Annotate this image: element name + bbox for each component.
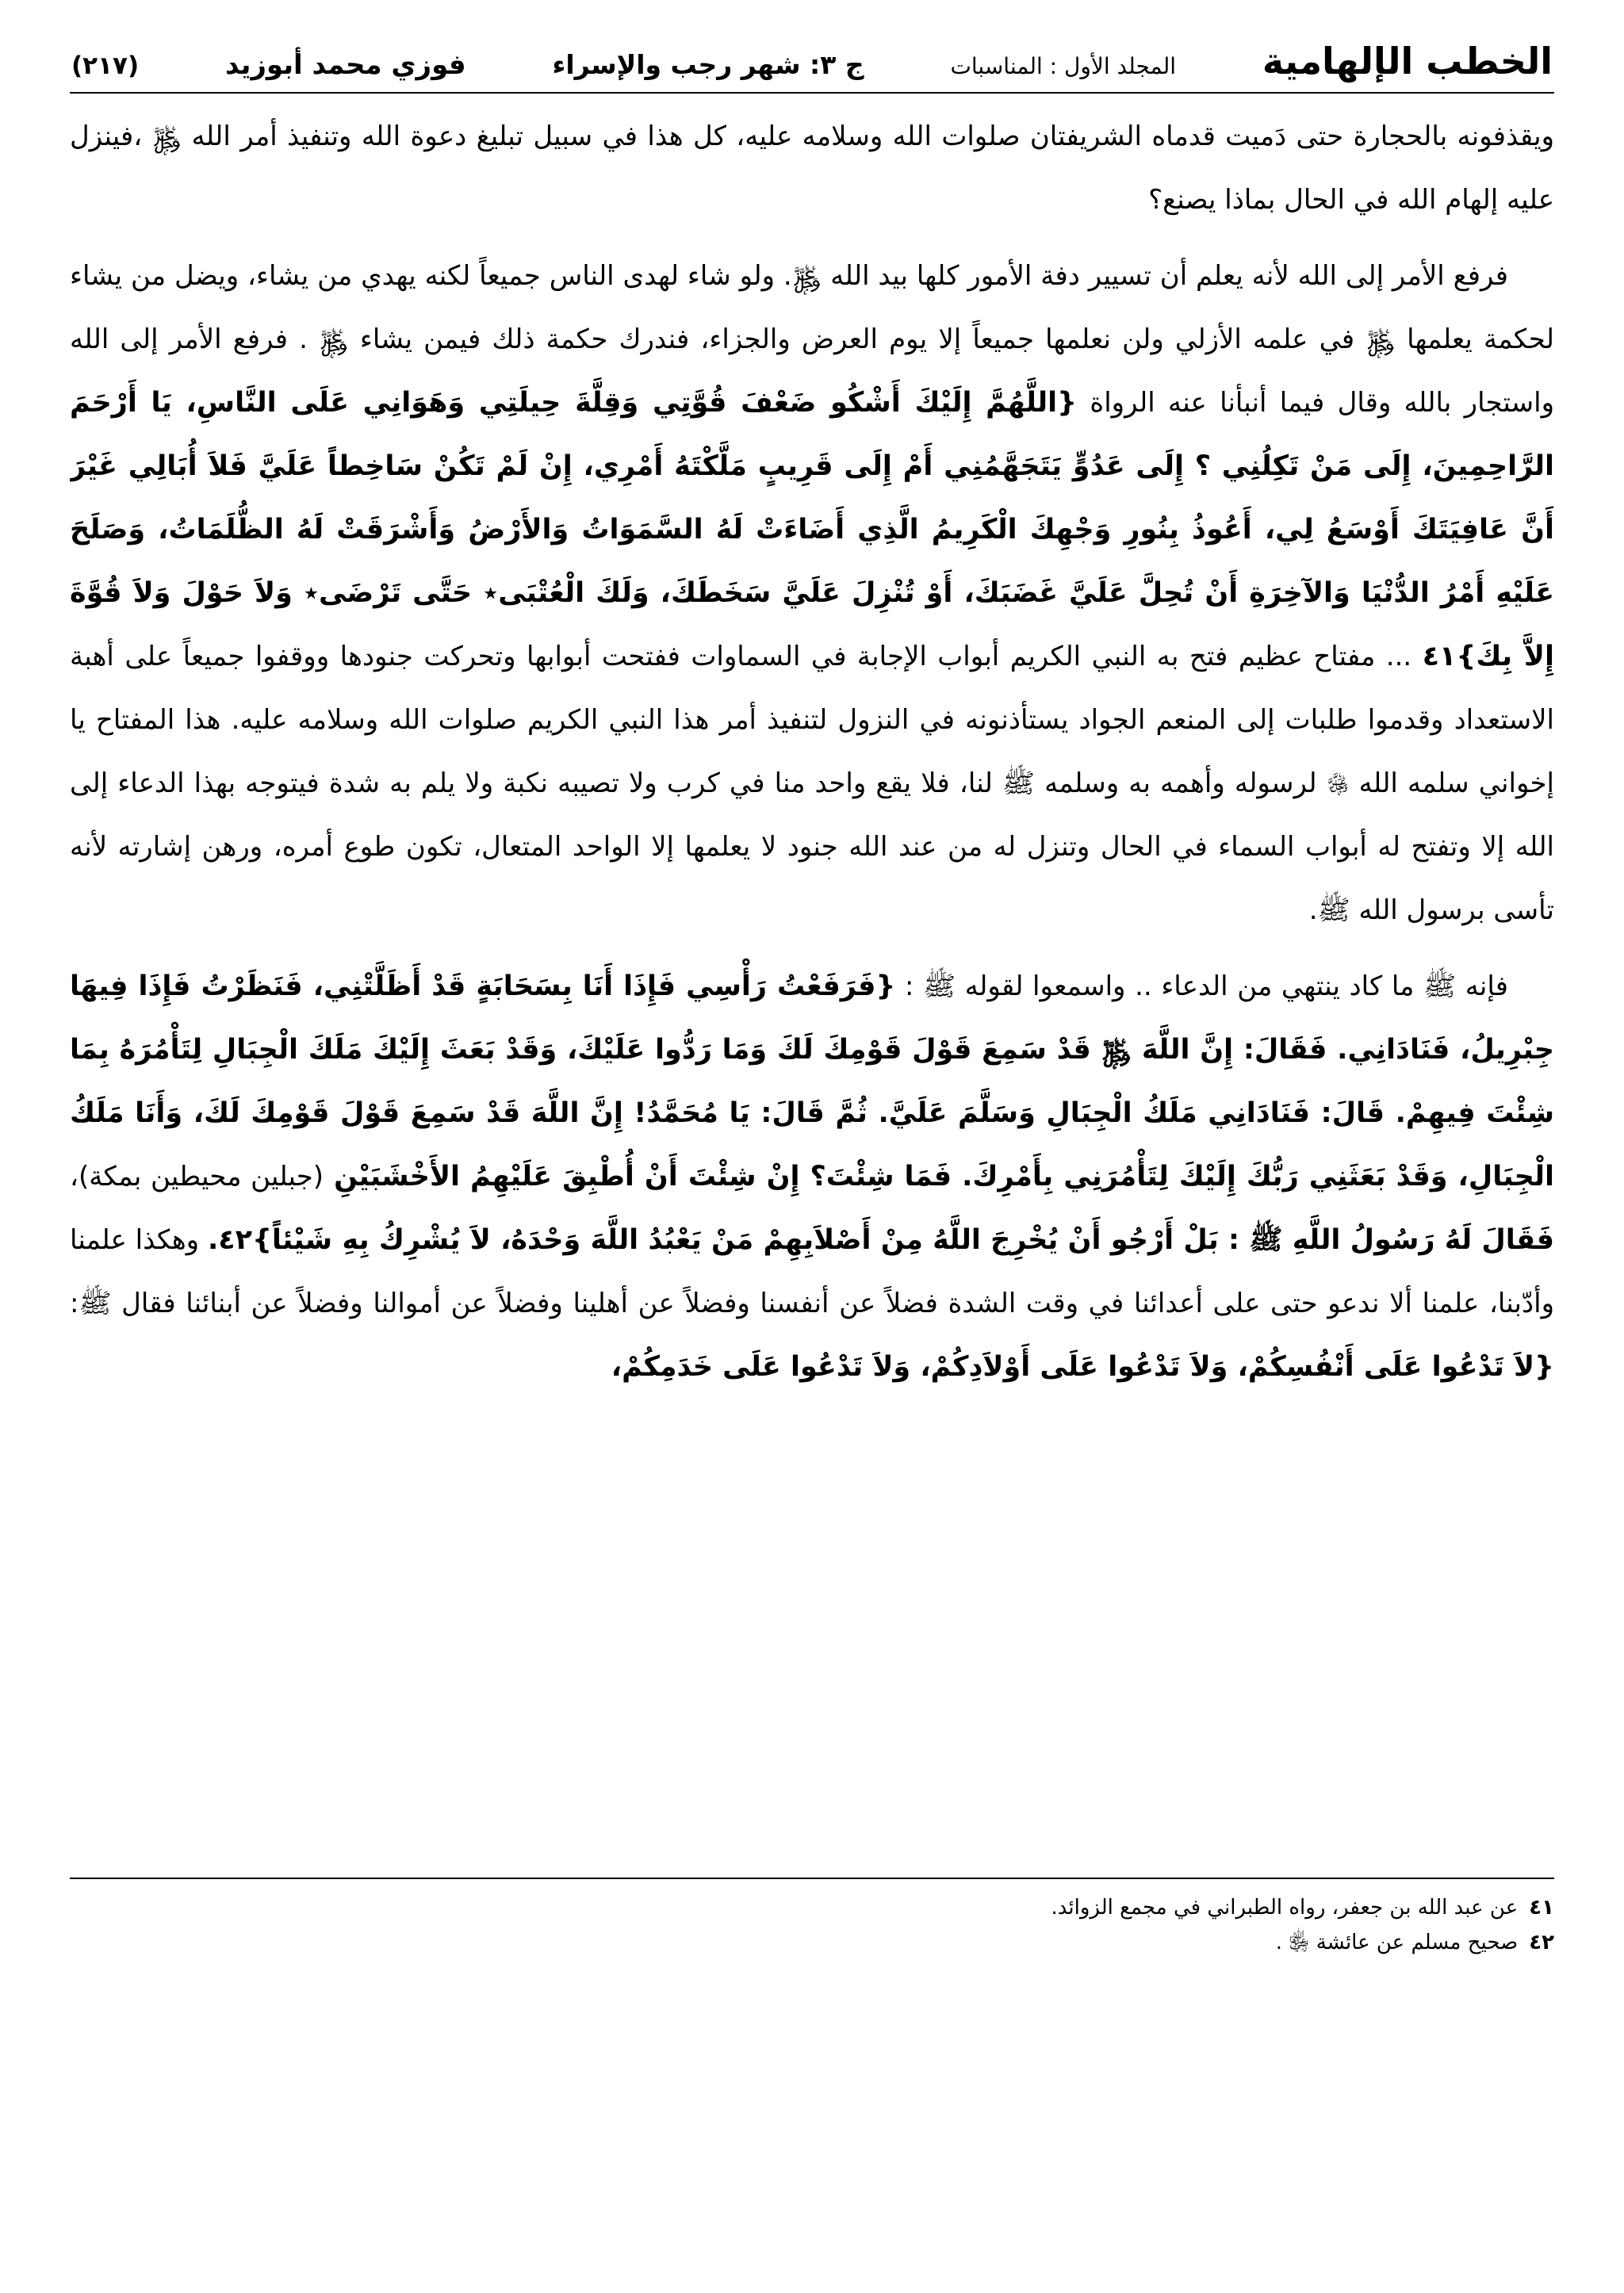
- footnote-text: صحيح مسلم عن عائشة ﵂ .: [1275, 1931, 1519, 1954]
- part-label: ج ٣: شهر رجب والإسراء: [552, 49, 864, 80]
- footer-area: [70, 1878, 1554, 1960]
- page-number: (٢١٧): [71, 52, 140, 80]
- paragraph: [70, 244, 1554, 942]
- footnote-number: ٤٢: [1529, 1931, 1554, 1954]
- header-divider: [70, 92, 1554, 94]
- footnote-number: ٤١: [1529, 1896, 1554, 1920]
- body-run: ويقذفونه بالحجارة حتى دَميت قدماه الشريفتان صلوات الله وسلامه عليه، كل هذا في سبيل تبليغ دعوة الله وتنفيذ أمر الله ﷿ ،فينزل عليه إلهام الله في الحال بماذا يصنع؟: [70, 121, 1554, 216]
- footnote-item: [70, 1925, 1554, 1960]
- quoted-hadith-text: {فَرَفَعْتُ رَأْسِي فَإِذَا أَنَا بِسَحَابَةٍ قَدْ أَظَلَّتْنِي، فَنَظَرْتُ فَإِذَا فِيهَا جِبْرِيلُ، فَنَادَانِي. فَقَالَ: إِنَّ اللَّهَ ﷿ قَدْ سَمِعَ قَوْلَ قَوْمِكَ لَكَ وَمَا رَدُّوا عَلَيْكَ، وَقَدْ بَعَثَ إِلَيْكَ مَلَكَ الْجِبَالِ لِتَأْمُرَهُ بِمَا شِئْتَ فِيهِمْ. قَالَ: فَنَادَانِي مَلَكُ الْجِبَالِ وَسَلَّمَ عَلَيَّ. ثُمَّ قَالَ: يَا مُحَمَّدُ! إِنَّ اللَّهَ قَدْ سَمِعَ قَوْلَ قَوْمِكَ لَكَ، وَأَنَا مَلَكُ الْجِبَالِ، وَقَدْ بَعَثَنِي رَبُّكَ إِلَيْكَ لِتَأْمُرَنِي بِأَمْرِكَ. فَمَا شِئْتَ؟ إِنْ شِئْتَ أَنْ أُطْبِقَ عَلَيْهِمُ الأَخْشَبَيْنِ: [70, 970, 1554, 1192]
- body-run: وهكذا علمنا وأدّبنا، علمنا ألا ندعو حتى على أعدائنا في وقت الشدة فضلاً عن أنفسنا وفضلاً عن أهلينا وفضلاً عن أموالنا وفضلاً عن أبنائنا فقال ﷺ:: [70, 1224, 1554, 1319]
- paragraph: [70, 105, 1554, 232]
- quoted-hadith-text: {اللَّهُمَّ إِلَيْكَ أَشْكُو ضَعْفَ قُوَّتِي وَقِلَّةَ حِيلَتِي وَهَوَانِي عَلَى النَّاسِ، يَا أَرْحَمَ الرَّاحِمِينَ، إِلَى مَنْ تَكِلُنِي ؟ إِلَى عَدُوٍّ يَتَجَهَّمُنِي أَمْ إِلَى قَرِيبٍ مَلَّكْتَهُ أَمْرِي، إِنْ لَمْ تَكُنْ سَاخِطاً عَلَيَّ فَلاَ أُبَالِي غَيْرَ أَنَّ عَافِيَتَكَ أَوْسَعُ لِي، أَعُوذُ بِنُورِ وَجْهِكَ الْكَرِيمُ الَّذِي أَضَاءَتْ لَهُ السَّمَوَاتُ وَالأَرْضُ وَأَشْرَقَتْ لَهُ الظُّلَمَاتُ، وَصَلَحَ عَلَيْهِ أَمْرُ الدُّنْيَا وَالآخِرَةِ أَنْ تُحِلَّ عَلَيَّ غَضَبَكَ، أَوْ تُنْزِلَ عَلَيَّ سَخَطَكَ، وَلَكَ الْعُتْبَى٭ حَتَّى تَرْضَى٭ وَلاَ حَوْلَ وَلاَ قُوَّةَ إِلاَّ بِكَ}٤١: [70, 387, 1554, 672]
- book-title: الخطب الإلهامية: [1262, 40, 1553, 82]
- footnote-text: عن عبد الله بن جعفر، رواه الطبراني في مجمع الزوائد.: [1051, 1896, 1519, 1920]
- page-header: [0, 0, 1624, 82]
- footnote-item: [70, 1890, 1554, 1925]
- body-text: [70, 105, 1554, 1853]
- volume-label: المجلد الأول : المناسبات: [950, 53, 1177, 79]
- footnote-divider: [70, 1878, 1554, 1879]
- body-run: فرفع الأمر إلى الله لأنه يعلم أن تسيير دفة الأمور كلها بيد الله ﷿. ولو شاء لهدى الناس جميعاً لكنه يهدي من يشاء، ويضل من يشاء لحكمة يعلمها ﷿ في علمه الأزلي ولن نعلمها جميعاً إلا يوم العرض والجزاء، فندرك حكمة ذلك فيمن يشاء ﷿ . فرفع الأمر إلى الله واستجار بالله وقال فيما أنبأنا عنه الرواة: [70, 260, 1554, 419]
- paragraph: [70, 955, 1554, 1399]
- quoted-hadith-text: فَقَالَ لَهُ رَسُولُ اللَّهِ ﷺ : بَلْ أَرْجُو أَنْ يُخْرِجَ اللَّهُ مِنْ أَصْلاَبِهِمْ مَنْ يَعْبُدُ اللَّهَ وَحْدَهُ، لاَ يُشْرِكُ بِهِ شَيْئاً}٤٢.: [207, 1224, 1554, 1256]
- quoted-hadith-text: {لاَ تَدْعُوا عَلَى أَنْفُسِكُمْ، وَلاَ تَدْعُوا عَلَى أَوْلاَدِكُمْ، وَلاَ تَدْعُوا عَلَى خَدَمِكُمْ،: [611, 1351, 1554, 1383]
- author-name: فوزي محمد أبوزيد: [224, 49, 466, 81]
- body-run: (جبلين محيطين بمكة)،: [70, 1161, 324, 1192]
- body-run: ... مفتاح عظيم فتح به النبي الكريم أبواب الإجابة في السماوات ففتحت أبوابها وتحركت جنودها ووقفوا جميعاً على أهبة الاستعداد وقدموا طلبات إلى المنعم الجواد يستأذنونه في النزول لتنفيذ أمر هذا النبي الكريم صلوات الله وسلامه عليه. هذا المفتاح يا إخواني سلمه الله ﷿ لرسوله وأهمه به وسلمه ﷺ لنا، فلا يقع واحد منا في كرب ولا تصيبه نكبة ولا يلم به شدة فيتوجه بهذا الدعاء إلى الله إلا وتفتح له أبواب السماء في الحال وتنزل له من عند الله جنود لا يعلمها إلا الواحد المتعال، تكون طوع أمره، ورهن إشارته لأنه تأسى برسول الله ﷺ.: [70, 641, 1554, 926]
- body-run: فإنه ﷺ ما كاد ينتهي من الدعاء .. واسمعوا لقوله ﷺ :: [895, 970, 1508, 1002]
- footnotes: [70, 1890, 1554, 1960]
